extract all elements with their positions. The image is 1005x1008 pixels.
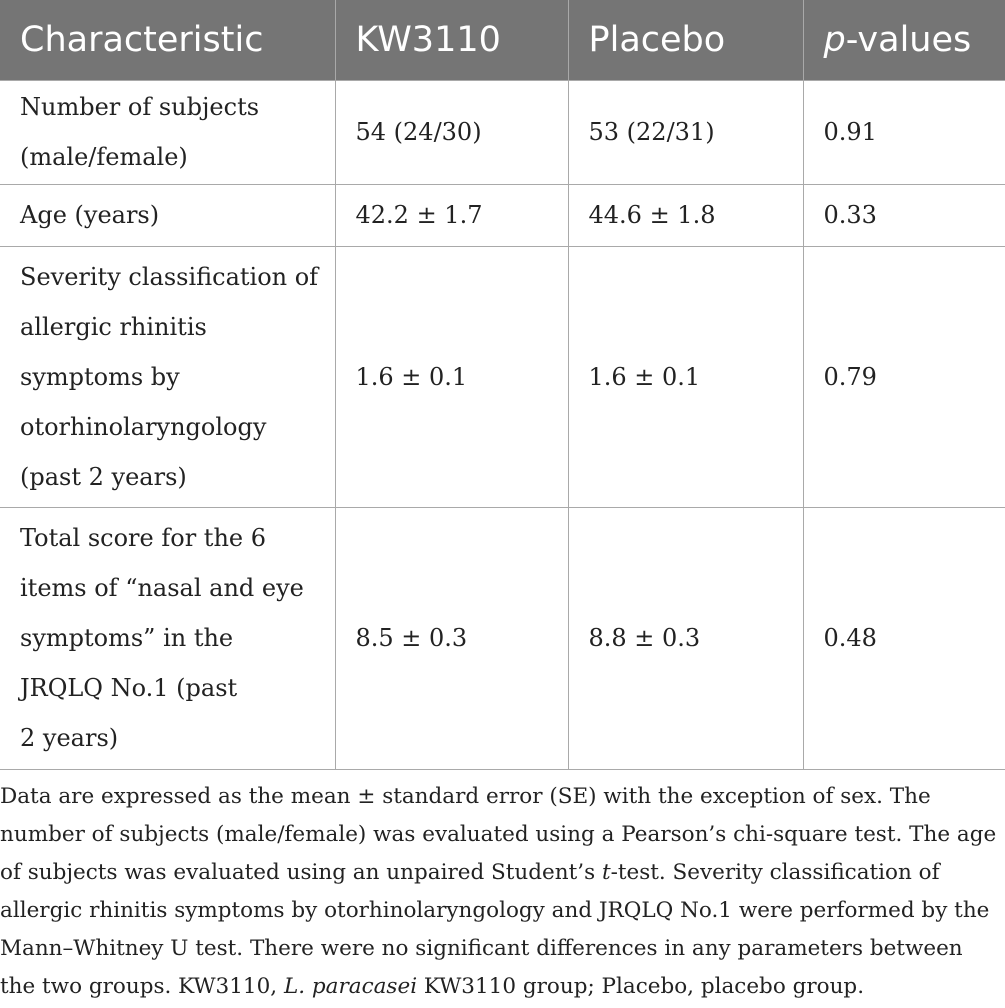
characteristic-line: Age (years) xyxy=(20,201,160,229)
header-row xyxy=(0,0,1005,80)
header-p-rest: -values xyxy=(845,19,972,60)
cell-placebo: 8.8 ± 0.3 xyxy=(568,507,803,769)
header-placebo: Placebo xyxy=(568,0,803,80)
characteristic-line: (past 2 years) xyxy=(20,462,187,491)
characteristic-line: otorhinolaryngology xyxy=(20,412,267,441)
table-row xyxy=(0,507,1005,769)
characteristic-line: symptoms” in the xyxy=(20,624,234,652)
cell-placebo: 44.6 ± 1.8 xyxy=(568,184,803,246)
characteristic-line: Total score for the 6 xyxy=(20,524,266,552)
characteristic-line: (male/female) xyxy=(20,143,188,171)
footnote-t-italic: t xyxy=(601,860,611,885)
footnote-part1: Data are expressed as the mean ± standard error (SE) with the exception of sex. The number of subjects (male/female) was evaluated using a Pearson’s chi-square test. The age of subjects was evaluated using an unpaired Student’s xyxy=(0,784,997,885)
footnote-part3: KW3110 group; Placebo, placebo group. xyxy=(417,974,865,999)
characteristic-line: 2 years) xyxy=(20,724,119,752)
characteristic-line: allergic rhinitis xyxy=(20,312,207,341)
header-p-values xyxy=(803,0,1005,80)
table-row xyxy=(0,246,1005,507)
header-kw3110: KW3110 xyxy=(335,0,568,80)
row-characteristic xyxy=(0,246,335,507)
characteristic-line: symptoms by xyxy=(20,362,180,391)
characteristic-line: Number of subjects xyxy=(20,93,260,121)
cell-p-value: 0.33 xyxy=(803,184,1005,246)
row-characteristic xyxy=(0,507,335,769)
row-characteristic xyxy=(0,80,335,184)
cell-p-value: 0.48 xyxy=(803,507,1005,769)
footnote-species-italic: L. paracasei xyxy=(283,974,418,999)
cell-p-value: 0.79 xyxy=(803,246,1005,507)
cell-kw3110: 54 (24/30) xyxy=(335,80,568,184)
cell-kw3110: 1.6 ± 0.1 xyxy=(335,246,568,507)
table-row xyxy=(0,80,1005,184)
header-p-italic: p xyxy=(823,19,846,60)
cell-kw3110: 8.5 ± 0.3 xyxy=(335,507,568,769)
table-row xyxy=(0,184,1005,246)
footnote-part2: -test. Severity classification of allergic rhinitis symptoms by otorhinolaryngology and JRQLQ No.1 were performed by the Mann–Whitney U test. There were no significant differences in any parameters between the two groups. KW3110, xyxy=(0,860,990,999)
characteristic-line: JRQLQ No.1 (past xyxy=(20,674,238,702)
cell-kw3110: 42.2 ± 1.7 xyxy=(335,184,568,246)
characteristic-line: Severity classification of xyxy=(20,262,319,291)
cell-placebo: 1.6 ± 0.1 xyxy=(568,246,803,507)
table-footnote xyxy=(0,778,1000,1006)
cell-placebo: 53 (22/31) xyxy=(568,80,803,184)
header-characteristic: Characteristic xyxy=(0,0,335,80)
cell-p-value: 0.91 xyxy=(803,80,1005,184)
row-characteristic xyxy=(0,184,335,246)
characteristic-line: items of “nasal and eye xyxy=(20,574,304,602)
